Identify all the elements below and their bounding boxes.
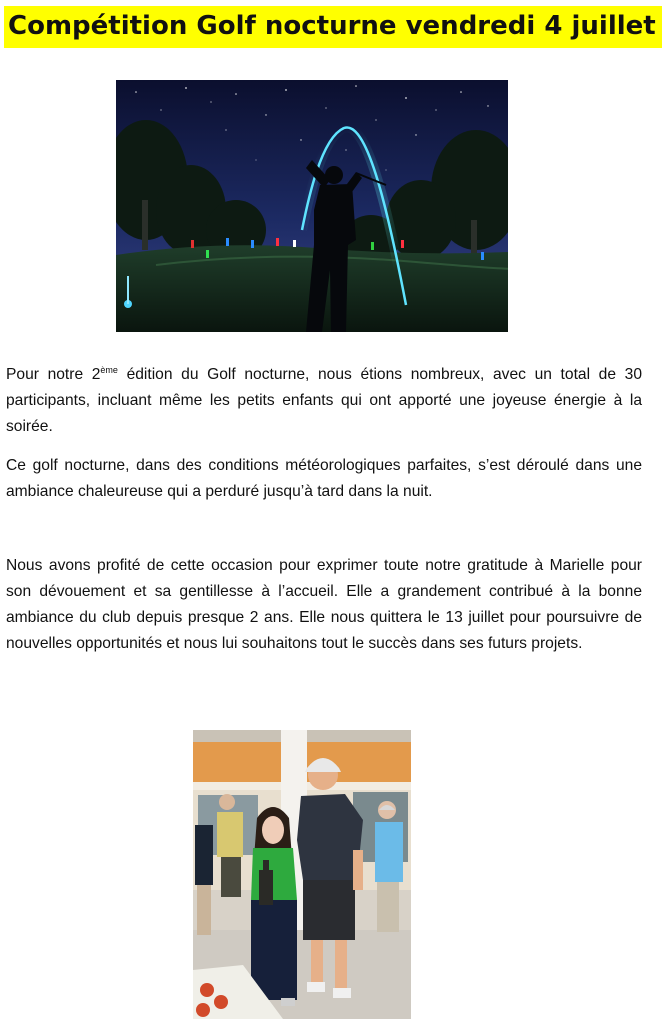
paragraph-participants-start: Pour notre 2: [6, 366, 101, 383]
night-golf-illustration: [116, 80, 508, 332]
group-photo-illustration: [193, 730, 411, 1019]
paragraph-gratitude: Nous avons profité de cette occasion pour exprimer toute notre gratitude à Marielle pour son dévouement et sa gentillesse à l’accueil. Elle a grandement contribué à la bonne ambiance du club depuis presque 2 ans. Elle nous quittera le 13 juillet pour poursuivre de nouvelles opportunités et nous lui souhaitons tout le succès dans ses futurs projets.: [6, 557, 642, 652]
group-photo: [193, 730, 411, 1019]
ordinal-superscript: ème: [100, 364, 118, 375]
night-golf-image: [116, 80, 508, 332]
page-title: Compétition Golf nocturne vendredi 4 juillet: [4, 6, 662, 48]
paragraph-participants: [6, 362, 642, 440]
paragraph-weather: Ce golf nocturne, dans des conditions météorologiques parfaites, s’est déroulé dans une ambiance chaleureuse qui a perduré jusqu’à tard dans la nuit.: [6, 457, 642, 500]
paragraph-participants-rest: édition du Golf nocturne, nous étions nombreux, avec un total de 30 participants, incluant même les petits enfants qui ont apporté une joyeuse énergie à la soirée.: [6, 366, 642, 435]
